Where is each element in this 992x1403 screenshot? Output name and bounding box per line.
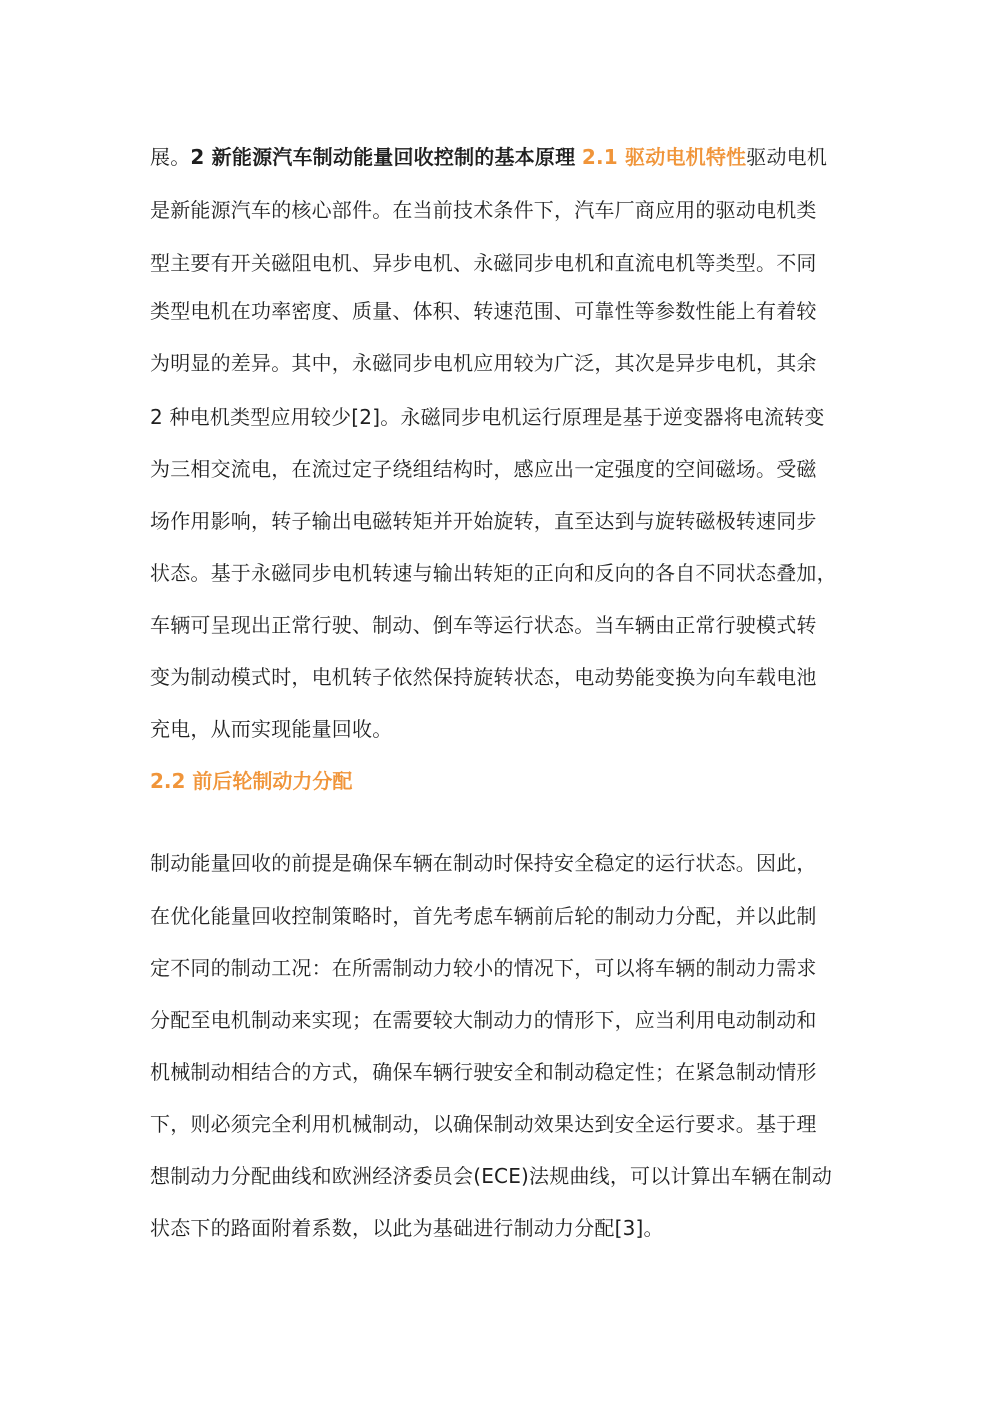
paragraph-line: 想制动力分配曲线和欧洲经济委员会(ECE)法规曲线，可以计算出车辆在制动: [150, 1164, 833, 1188]
text-tail: 驱动电机: [746, 145, 828, 169]
paragraph-line: 2 种电机类型应用较少[2]。永磁同步电机运行原理是基于逆变器将电流转变: [150, 405, 825, 429]
paragraph-line: 在优化能量回收控制策略时，首先考虑车辆前后轮的制动力分配，并以此制: [150, 904, 817, 928]
paragraph-line: 型主要有开关磁阻电机、异步电机、永磁同步电机和直流电机等类型。不同: [150, 251, 817, 275]
paragraph-line: 场作用影响，转子输出电磁转矩并开始旋转，直至达到与旋转磁极转速同步: [150, 509, 817, 533]
paragraph-line: 为明显的差异。其中，永磁同步电机应用较为广泛，其次是异步电机，其余: [150, 351, 817, 375]
section-heading: 2 新能源汽车制动能量回收控制的基本原理: [190, 145, 576, 169]
paragraph-line: 是新能源汽车的核心部件。在当前技术条件下，汽车厂商应用的驱动电机类: [150, 198, 817, 222]
paragraph-line: 充电，从而实现能量回收。: [150, 717, 393, 741]
subsection-heading: 2.1 驱动电机特性: [581, 145, 747, 169]
text-lead: 展。: [150, 145, 191, 169]
paragraph-line: 制动能量回收的前提是确保车辆在制动时保持安全稳定的运行状态。因此，: [150, 851, 817, 875]
paragraph-line: 状态下的路面附着系数，以此为基础进行制动力分配[3]。: [150, 1216, 664, 1240]
paragraph-line: 定不同的制动工况：在所需制动力较小的情况下，可以将车辆的制动力需求: [150, 956, 817, 980]
paragraph-line: 类型电机在功率密度、质量、体积、转速范围、可靠性等参数性能上有着较: [150, 299, 817, 323]
paragraph-line: 变为制动模式时，电机转子依然保持旋转状态，电动势能变换为向车载电池: [150, 665, 817, 689]
paragraph-line: 下，则必须完全利用机械制动，以确保制动效果达到安全运行要求。基于理: [150, 1112, 817, 1136]
subsection-heading-2-2: 2.2 前后轮制动力分配: [150, 769, 353, 793]
paragraph-line: 车辆可呈现出正常行驶、制动、倒车等运行状态。当车辆由正常行驶模式转: [150, 613, 817, 637]
paragraph-line: 状态。基于永磁同步电机转速与输出转矩的正向和反向的各自不同状态叠加，: [150, 561, 837, 585]
paragraph-line: 为三相交流电，在流过定子绕组结构时，感应出一定强度的空间磁场。受磁: [150, 457, 817, 481]
paragraph-line-first: [150, 144, 827, 170]
paragraph-line: 机械制动相结合的方式，确保车辆行驶安全和制动稳定性；在紧急制动情形: [150, 1060, 817, 1084]
paragraph-line: 分配至电机制动来实现；在需要较大制动力的情形下，应当利用电动制动和: [150, 1008, 817, 1032]
